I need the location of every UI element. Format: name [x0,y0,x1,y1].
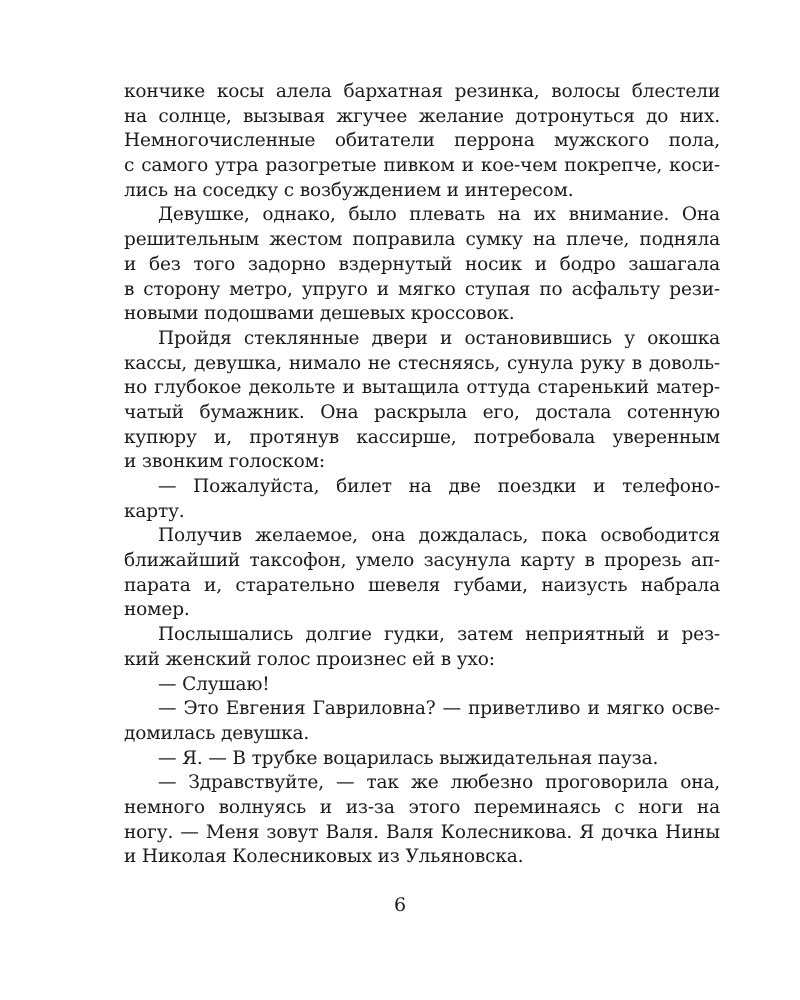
text-line: Послышались долгие гудки, затем неприятный и рез- [158,624,720,646]
text-line: домилась девушка. [124,722,310,744]
text-line: — Пожалуйста, билет на две поездки и телефоно- [158,476,720,497]
page-number: 6 [393,894,407,916]
text-line: и без того задорно вздернутый носик и бодро зашагала [124,253,720,275]
text-line: лись на соседку с возбуждением и интересом. [124,179,574,201]
text-line: с самого утра разогретые пивком и кое-чем покрепче, коси- [124,155,720,177]
text-line: Девушке, однако, было плевать на их внимание. Она [158,204,720,226]
text-line: чатый бумажник. Она раскрыла его, достала сотенную [124,401,720,423]
text-line: немного волнуясь и из-за этого переминаясь с ноги на [124,796,720,818]
text-line: но глубокое декольте и вытащила оттуда старенький матер- [124,377,720,399]
text-line: и звонким голоском: [124,451,325,473]
text-line: карту. [124,500,185,522]
text-line: — Слушаю! [158,673,270,695]
page-body [124,80,720,870]
text-line: ногу. — Меня зовут Валя. Валя Колесникова. Я дочка Нины [124,821,720,843]
text-line: — Я. — В трубке воцарилась выжидательная пауза. [158,747,659,769]
text-line: парата и, старательно шевеля губами, наизусть набрала [124,574,720,596]
text-line: в сторону метро, упруго и мягко ступая по асфальту рези- [124,278,720,300]
text-line: — Это Евгения Гавриловна? — приветливо и мягко осве- [158,698,720,720]
text-line: купюру и, протянув кассирше, потребовала уверенным [124,426,720,448]
text-line: и Николая Колесниковых из Ульяновска. [124,846,524,868]
text-line: Получив желаемое, она дождалась, пока освободится [158,525,720,547]
text-line: Немногочисленные обитатели перрона мужского пола, [124,130,720,152]
text-line: номер. [124,599,190,621]
text-line: кассы, девушка, нимало не стесняясь, сунула руку в доволь- [124,352,720,374]
text-line: на солнце, вызывая жгучее желание дотронуться до них. [124,105,720,127]
text-line: Пройдя стеклянные двери и остановившись у окошка [158,327,720,349]
text-line: новыми подошвами дешевых кроссовок. [124,303,515,325]
text-line: кий женский голос произнес ей в ухо: [124,648,495,670]
text-line: решительным жестом поправила сумку на плече, подняла [124,229,720,251]
text-line: ближайший таксофон, умело засунула карту в прорезь ап- [124,550,720,572]
text-line: — Здравствуйте, — так же любезно проговорила она, [158,772,720,794]
text-line: кончике косы алела бархатная резинка, волосы блестели [124,81,720,102]
